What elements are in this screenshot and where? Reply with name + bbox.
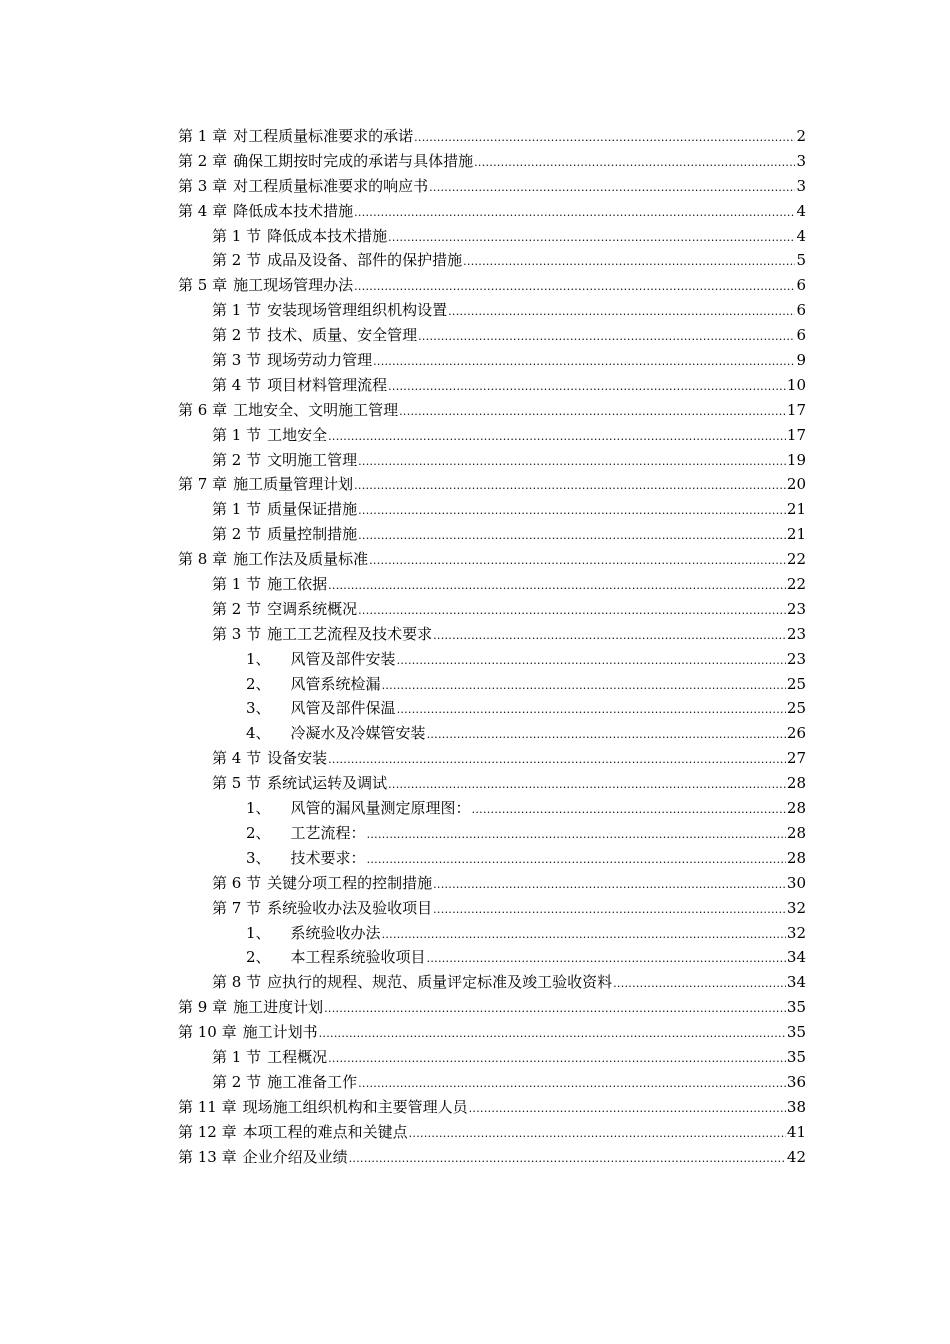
dot-leader — [382, 672, 786, 699]
toc-entry-title: 文明施工管理 — [267, 450, 358, 469]
toc-entry-page-number: 36 — [786, 1072, 806, 1091]
toc-entry-page-number: 22 — [786, 575, 806, 594]
toc-entry-number: 第 7 章 — [178, 475, 228, 494]
toc-entry-label — [212, 323, 417, 348]
dot-leader — [354, 472, 786, 499]
toc-entry-page-number: 26 — [786, 724, 806, 743]
toc-entry-number: 2、 — [246, 674, 271, 693]
toc-entry-number: 第 10 章 — [178, 1023, 237, 1042]
toc-entry-label — [178, 995, 323, 1020]
toc-entry-title: 安装现场管理组织机构设置 — [267, 301, 448, 320]
toc-entry-number: 第 8 章 — [178, 550, 228, 569]
toc-entry-number: 1、 — [246, 649, 271, 668]
toc-entry-label — [212, 522, 357, 547]
toc-entry[interactable] — [178, 871, 806, 896]
toc-entry-label — [212, 497, 357, 522]
dot-leader — [427, 945, 786, 972]
toc-entry-title: 应执行的规程、规范、质量评定标准及竣工验收资料 — [267, 973, 613, 992]
toc-entry-number: 3、 — [246, 848, 271, 867]
toc-entry-title: 成品及设备、部件的保护措施 — [267, 251, 463, 270]
toc-entry-page-number: 6 — [796, 326, 806, 345]
toc-entry-page-number: 30 — [786, 873, 806, 892]
toc-entry-page-number: 21 — [786, 525, 806, 544]
toc-entry[interactable] — [178, 921, 806, 946]
toc-entry-title: 施工计划书 — [242, 1023, 318, 1042]
toc-entry-number: 第 2 节 — [212, 251, 262, 270]
toc-entry-page-number: 34 — [786, 948, 806, 967]
toc-entry-page-number: 23 — [786, 649, 806, 668]
dot-leader — [388, 771, 786, 798]
toc-entry-title: 质量保证措施 — [267, 500, 358, 519]
toc-entry-label — [178, 124, 413, 149]
toc-entry-number: 第 12 章 — [178, 1122, 237, 1141]
dot-leader — [328, 1045, 786, 1072]
toc-entry[interactable] — [178, 1045, 806, 1070]
toc-entry-label — [178, 149, 473, 174]
toc-entry-label — [178, 472, 353, 497]
toc-entry-label — [178, 1120, 408, 1145]
table-of-contents — [178, 124, 806, 1169]
toc-entry-page-number: 35 — [786, 1023, 806, 1042]
toc-entry-title: 技术、质量、安全管理 — [267, 326, 418, 345]
toc-entry[interactable] — [178, 174, 806, 199]
dot-leader — [474, 149, 795, 176]
toc-entry-number: 第 8 节 — [212, 973, 262, 992]
toc-entry-page-number: 25 — [786, 699, 806, 718]
toc-entry-page-number: 23 — [786, 624, 806, 643]
toc-entry-label — [246, 821, 366, 846]
dot-leader — [373, 348, 795, 375]
toc-entry[interactable] — [178, 497, 806, 522]
toc-entry-label — [246, 846, 366, 871]
toc-entry-label — [212, 896, 432, 921]
toc-entry-label — [212, 423, 327, 448]
toc-entry-label — [246, 672, 381, 697]
toc-entry-page-number: 34 — [786, 973, 806, 992]
toc-entry-number: 第 1 节 — [212, 1047, 262, 1066]
toc-entry[interactable] — [178, 398, 806, 423]
dot-leader — [429, 174, 795, 201]
toc-entry[interactable] — [178, 423, 806, 448]
dot-leader — [369, 547, 786, 574]
toc-entry[interactable] — [178, 522, 806, 547]
toc-entry-title: 风管及部件保温 — [290, 699, 396, 718]
toc-entry-label — [212, 1045, 327, 1070]
toc-entry[interactable] — [178, 771, 806, 796]
dot-leader — [324, 995, 786, 1022]
toc-entry[interactable] — [178, 348, 806, 373]
toc-entry-page-number: 4 — [796, 226, 806, 245]
toc-entry[interactable] — [178, 323, 806, 348]
dot-leader — [328, 572, 786, 599]
toc-entry-title: 现场施工组织机构和主要管理人员 — [242, 1097, 468, 1116]
toc-entry-page-number: 21 — [786, 500, 806, 519]
toc-entry-title: 本工程系统验收项目 — [290, 948, 426, 967]
dot-leader — [358, 597, 786, 624]
toc-entry-number: 3、 — [246, 699, 271, 718]
toc-entry[interactable] — [178, 1095, 806, 1120]
toc-entry-number: 第 4 章 — [178, 201, 228, 220]
toc-entry-title: 设备安装 — [267, 749, 328, 768]
toc-entry[interactable] — [178, 721, 806, 746]
toc-entry[interactable] — [178, 1070, 806, 1095]
toc-entry-label — [178, 174, 428, 199]
toc-entry-title: 冷凝水及冷媒管安装 — [290, 724, 426, 743]
toc-entry-number: 1、 — [246, 799, 271, 818]
toc-entry-number: 第 1 节 — [212, 575, 262, 594]
toc-entry-number: 2、 — [246, 823, 271, 842]
toc-entry-label — [246, 721, 426, 746]
toc-entry-title: 系统验收办法 — [290, 923, 381, 942]
dot-leader — [433, 871, 786, 898]
toc-entry-title: 施工现场管理办法 — [233, 276, 354, 295]
toc-entry[interactable] — [178, 248, 806, 273]
toc-entry-label — [212, 572, 327, 597]
toc-entry-label — [212, 622, 432, 647]
dot-leader — [358, 1070, 786, 1097]
toc-entry-number: 第 6 章 — [178, 400, 228, 419]
toc-entry-page-number: 22 — [786, 550, 806, 569]
dot-leader — [354, 273, 795, 300]
toc-entry-label — [212, 771, 387, 796]
toc-entry-label — [178, 398, 398, 423]
dot-leader — [409, 1120, 786, 1147]
toc-entry[interactable] — [178, 796, 806, 821]
toc-entry[interactable] — [178, 1120, 806, 1145]
toc-entry-number: 第 3 章 — [178, 176, 228, 195]
toc-entry-title: 关键分项工程的控制措施 — [267, 873, 433, 892]
toc-entry[interactable] — [178, 1020, 806, 1045]
dot-leader — [354, 199, 795, 226]
toc-entry-page-number: 10 — [786, 375, 806, 394]
toc-entry-number: 第 4 节 — [212, 375, 262, 394]
toc-entry-number: 第 2 节 — [212, 326, 262, 345]
toc-entry-page-number: 35 — [786, 1047, 806, 1066]
toc-entry-label — [178, 199, 353, 224]
dot-leader — [388, 373, 786, 400]
toc-entry-page-number: 3 — [796, 151, 806, 170]
dot-leader — [328, 746, 786, 773]
toc-entry-page-number: 2 — [796, 127, 806, 145]
dot-leader — [397, 696, 786, 723]
toc-entry-title: 风管及部件安装 — [290, 649, 396, 668]
dot-leader — [399, 398, 786, 425]
toc-entry-number: 第 1 节 — [212, 301, 262, 320]
toc-entry-number: 第 3 节 — [212, 624, 262, 643]
dot-leader — [319, 1020, 786, 1047]
toc-entry-number: 第 6 节 — [212, 873, 262, 892]
dot-leader — [472, 796, 786, 823]
toc-entry[interactable] — [178, 970, 806, 995]
toc-entry-title: 降低成本技术措施 — [233, 201, 354, 220]
toc-entry-title: 本项工程的难点和关键点 — [242, 1122, 408, 1141]
toc-entry-number: 第 1 节 — [212, 425, 262, 444]
toc-entry-page-number: 20 — [786, 475, 806, 494]
dot-leader — [448, 298, 795, 325]
toc-entry-page-number: 28 — [786, 799, 806, 818]
toc-entry-title: 风管的漏风量测定原理图： — [290, 799, 471, 818]
toc-entry-label — [178, 273, 353, 298]
toc-entry-page-number: 4 — [796, 201, 806, 220]
toc-entry[interactable] — [178, 273, 806, 298]
toc-entry-title: 施工工艺流程及技术要求 — [267, 624, 433, 643]
toc-entry-number: 第 9 章 — [178, 998, 228, 1017]
dot-leader — [367, 846, 786, 873]
toc-entry-title: 系统验收办法及验收项目 — [267, 898, 433, 917]
toc-entry-page-number: 6 — [796, 301, 806, 320]
toc-entry-label — [212, 298, 447, 323]
toc-entry-number: 1、 — [246, 923, 271, 942]
toc-entry-label — [246, 945, 426, 970]
toc-entry-number: 第 5 章 — [178, 276, 228, 295]
toc-entry-page-number: 19 — [786, 450, 806, 469]
toc-entry-label — [246, 647, 396, 672]
dot-leader — [414, 124, 795, 151]
dot-leader — [427, 721, 786, 748]
toc-entry[interactable] — [178, 373, 806, 398]
dot-leader — [397, 647, 786, 674]
toc-entry-label — [212, 348, 372, 373]
toc-entry[interactable] — [178, 746, 806, 771]
toc-entry-page-number: 32 — [786, 923, 806, 942]
toc-entry-title: 风管系统检漏 — [290, 674, 381, 693]
toc-entry-number: 2、 — [246, 948, 271, 967]
toc-entry[interactable] — [178, 821, 806, 846]
toc-entry[interactable] — [178, 622, 806, 647]
toc-entry-page-number: 32 — [786, 898, 806, 917]
dot-leader — [367, 821, 786, 848]
toc-entry-page-number: 5 — [796, 251, 806, 270]
toc-entry-label — [212, 373, 387, 398]
dot-leader — [433, 896, 786, 923]
toc-entry-page-number: 25 — [786, 674, 806, 693]
toc-entry-title: 降低成本技术措施 — [267, 226, 388, 245]
toc-entry-number: 第 1 节 — [212, 500, 262, 519]
toc-entry[interactable] — [178, 124, 806, 149]
toc-entry-number: 第 13 章 — [178, 1147, 237, 1166]
toc-entry-label — [212, 970, 612, 995]
toc-entry-title: 质量控制措施 — [267, 525, 358, 544]
toc-entry-number: 第 2 节 — [212, 525, 262, 544]
dot-leader — [349, 1145, 786, 1172]
toc-entry-page-number: 35 — [786, 998, 806, 1017]
dot-leader — [358, 522, 786, 549]
toc-entry-title: 企业介绍及业绩 — [242, 1147, 348, 1166]
toc-entry-label — [246, 921, 381, 946]
toc-entry-page-number: 6 — [796, 276, 806, 295]
toc-entry-page-number: 23 — [786, 599, 806, 618]
toc-entry-page-number: 38 — [786, 1097, 806, 1116]
toc-entry-number: 第 3 节 — [212, 351, 262, 370]
toc-entry-title: 对工程质量标准要求的承诺 — [233, 127, 414, 145]
toc-entry-title: 工地安全、文明施工管理 — [233, 400, 399, 419]
toc-entry-page-number: 42 — [786, 1147, 806, 1166]
toc-entry-label — [212, 448, 357, 473]
toc-entry-label — [212, 248, 462, 273]
toc-entry-page-number: 28 — [786, 823, 806, 842]
toc-entry-title: 施工作法及质量标准 — [233, 550, 369, 569]
toc-entry[interactable] — [178, 647, 806, 672]
toc-entry-title: 项目材料管理流程 — [267, 375, 388, 394]
toc-entry[interactable] — [178, 1145, 806, 1170]
toc-entry[interactable] — [178, 224, 806, 249]
toc-entry[interactable] — [178, 298, 806, 323]
toc-entry-number: 第 5 节 — [212, 774, 262, 793]
toc-entry-number: 第 2 节 — [212, 450, 262, 469]
toc-entry-number: 第 2 节 — [212, 1072, 262, 1091]
toc-entry-title: 施工进度计划 — [233, 998, 324, 1017]
toc-entry-number: 第 11 章 — [178, 1097, 237, 1116]
toc-entry[interactable] — [178, 597, 806, 622]
toc-entry-page-number: 17 — [786, 400, 806, 419]
toc-entry-number: 第 2 章 — [178, 151, 228, 170]
toc-entry[interactable] — [178, 547, 806, 572]
dot-leader — [469, 1095, 786, 1122]
toc-entry-label — [212, 871, 432, 896]
toc-entry-number: 第 1 节 — [212, 226, 262, 245]
dot-leader — [613, 970, 786, 997]
toc-entry[interactable] — [178, 896, 806, 921]
toc-entry-page-number: 28 — [786, 774, 806, 793]
toc-entry-label — [212, 597, 357, 622]
toc-entry-title: 技术要求： — [290, 848, 366, 867]
dot-leader — [358, 497, 786, 524]
toc-entry-label — [246, 696, 396, 721]
dot-leader — [388, 224, 795, 251]
toc-entry-label — [178, 547, 368, 572]
toc-entry-label — [212, 224, 387, 249]
toc-entry-title: 工艺流程： — [290, 823, 366, 842]
toc-entry-label — [212, 1070, 357, 1095]
dot-leader — [433, 622, 786, 649]
toc-entry[interactable] — [178, 149, 806, 174]
toc-entry-page-number: 27 — [786, 749, 806, 768]
toc-entry-number: 第 1 章 — [178, 127, 228, 145]
dot-leader — [463, 248, 795, 275]
toc-entry-label — [178, 1095, 468, 1120]
toc-entry-title: 现场劳动力管理 — [267, 351, 373, 370]
toc-entry-page-number: 17 — [786, 425, 806, 444]
dot-leader — [358, 448, 786, 475]
toc-entry-page-number: 28 — [786, 848, 806, 867]
toc-entry-title: 施工准备工作 — [267, 1072, 358, 1091]
toc-entry-title: 对工程质量标准要求的响应书 — [233, 176, 429, 195]
toc-entry-label — [212, 746, 327, 771]
toc-entry-number: 第 2 节 — [212, 599, 262, 618]
toc-entry-title: 空调系统概况 — [267, 599, 358, 618]
toc-entry[interactable] — [178, 672, 806, 697]
toc-entry[interactable] — [178, 572, 806, 597]
dot-leader — [328, 423, 786, 450]
toc-entry-number: 第 7 节 — [212, 898, 262, 917]
toc-entry[interactable] — [178, 199, 806, 224]
toc-entry-page-number: 3 — [796, 176, 806, 195]
toc-entry-title: 施工依据 — [267, 575, 328, 594]
toc-entry-title: 工地安全 — [267, 425, 328, 444]
toc-entry[interactable] — [178, 696, 806, 721]
toc-entry-label — [178, 1145, 348, 1170]
toc-entry-title: 工程概况 — [267, 1047, 328, 1066]
toc-entry-title: 确保工期按时完成的承诺与具体措施 — [233, 151, 474, 170]
toc-entry[interactable] — [178, 472, 806, 497]
toc-entry-page-number: 41 — [786, 1122, 806, 1141]
toc-entry[interactable] — [178, 846, 806, 871]
toc-entry-title: 系统试运转及调试 — [267, 774, 388, 793]
toc-entry[interactable] — [178, 448, 806, 473]
toc-entry-label — [246, 796, 471, 821]
toc-entry-number: 4、 — [246, 724, 271, 743]
toc-entry[interactable] — [178, 945, 806, 970]
dot-leader — [382, 921, 786, 948]
dot-leader — [418, 323, 795, 350]
toc-entry[interactable] — [178, 995, 806, 1020]
toc-entry-label — [178, 1020, 318, 1045]
toc-entry-number: 第 4 节 — [212, 749, 262, 768]
toc-entry-page-number: 9 — [796, 351, 806, 370]
toc-entry-title: 施工质量管理计划 — [233, 475, 354, 494]
